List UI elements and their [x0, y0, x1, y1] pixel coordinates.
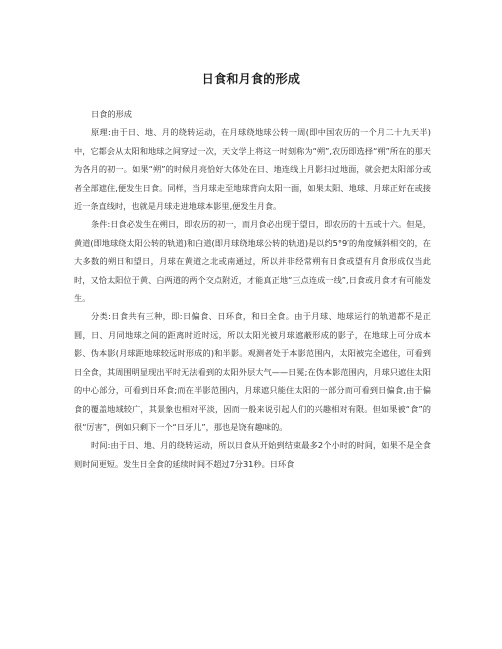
section-heading: 日食的形成: [91, 109, 132, 119]
paragraph-classification: 分类:日食共有三种，即:日偏食、日环食，和日全食。由于月球、地球运行的轨道都不是正圆，日、月同地球之间的距离时近时远，所以太阳光被月球遮蔽形成的影子，在地球上可分成本影、伪本影(月球距地球较远时形成的)和半影。观测者处于本影范围内，太阳被完全遮住，可看到日全食，其周围明显现出平时无法看到的太阳外层大气——日冕;在伪本影范围内，月球只遮住太阳的中心部分，可看到日环食;而在半影范围内，月球遮只能住太阳的一部分而可看到日偏食,由于偏食的覆盖地域较广，其景象也相对平淡，因而一般来说引起人们的兴趣相对有限。但如果被“食”的很“厉害”，例如只剩下一个“日牙儿”，那也是饶有趣味的。: [74, 311, 431, 432]
paragraph-principle: 原理:由于日、地、月的绕转运动，在月球绕地球公转一周(即中国农历的一个月二十九天半)中，它都会从太阳和地球之间穿过一次，天文学上将这一时刻称为“朔”,农历即选择“朔”所在的那天为各月的初一。如果“朔”的时候月亮恰好大体处在日、地连线上月影扫过地面，就会把太阳部分或者全部遮住,便发生日食。同样，当月球走至地球背向太阳一面，如果太阳、地球、月球正好在或接近一条直线时，也就是月球走进地球本影里,便发生月食。: [74, 127, 431, 212]
paragraph-duration: 时间:由于日、地、月的绕转运动，所以日食从开始到结束最多2个小时的时间，如果不是全食则时间更短。发生日全食的延续时间不超过7分31秒。日环食: [74, 440, 431, 469]
page-title: 日食和月食的形成: [201, 72, 301, 86]
paragraph-conditions: 条件:日食必发生在朔日，即农历的初一，而月食必出现于望日，即农历的十五或十六。但是，黄道(即地球绕太阳公转的轨道)和白道(即月球绕地球公转的轨道)是以约5°9′的角度倾斜相交的，在大多数的朔日和望日，月球在黄道之北或南通过，所以并非经常朔有日食或望有月食形成仅当此时，又恰太阳位于黄、白两道的两个交点附近，才能真正地“三点连成一线”,日食或月食才有可能发生。: [74, 219, 431, 304]
document-body: [74, 105, 431, 473]
